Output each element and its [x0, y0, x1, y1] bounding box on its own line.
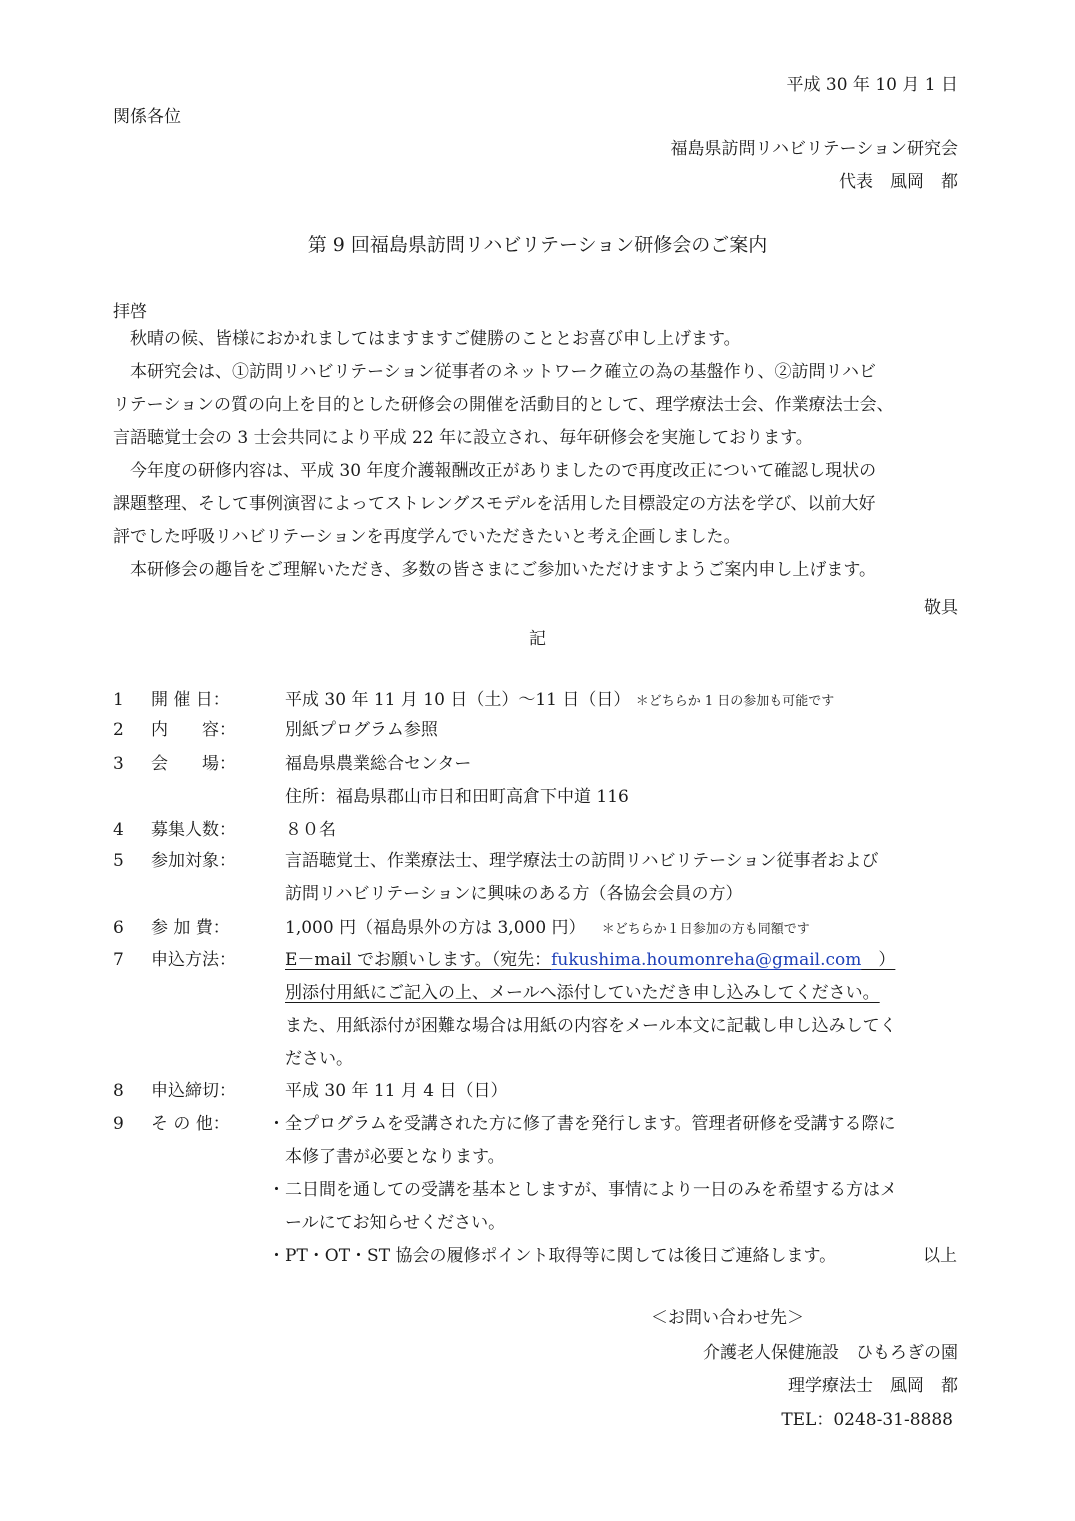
other-bullet-2: ・二日間を通しての受講を基本としますが、事情により一日のみを希望する方はメ	[268, 1180, 897, 1200]
recipient: 関係各位	[113, 107, 181, 127]
target-continued: 訪問リハビリテーションに興味のある方（各協会会員の方）	[285, 884, 743, 904]
contact-facility: 介護老人保健施設 ひもろぎの園	[703, 1343, 958, 1363]
application-line-2: 別添付用紙にご記入の上、メールへ添付していただき申し込みしてください。	[285, 983, 880, 1003]
item-fee: 6 参 加 費： 1,000 円（福島県外の方は 3,000 円） ＊どちらか１日参加の方も同額です	[113, 918, 810, 938]
application-line-4: ださい。	[285, 1049, 353, 1069]
sender-org: 福島県訪問リハビリテーション研究会	[670, 139, 958, 159]
document-title: 第 9 回福島県訪問リハビリテーション研修会のご案内	[307, 234, 768, 256]
fee-note: ＊どちらか１日参加の方も同額です	[601, 922, 810, 937]
body-paragraph-3: 今年度の研修内容は、平成 30 年度介護報酬改正がありましたので再度改正について確認し現状の 課題整理、そして事例演習によってストレングスモデルを活用した目標設定の方法を学び、以前大好 評でした呼吸リハビリテーションを再度学んでいただきたいと考え企画しました。	[113, 461, 877, 547]
other-bullet-1: ・全プログラムを受講された方に修了書を発行します。管理者研修を受講する際に	[268, 1114, 896, 1134]
contact-heading: ＜お問い合わせ先＞	[651, 1308, 804, 1328]
venue-address: 住所：福島県郡山市日和田町高倉下中道 116	[285, 787, 629, 807]
other-bullet-3: ・PT・OT・ST 協会の履修ポイント取得等に関しては後日ご連絡します。	[268, 1246, 837, 1266]
end-mark: 以上	[923, 1246, 957, 1266]
body-paragraph-4: 本研修会の趣旨をご理解いただき、多数の皆さまにご参加いただけますようご案内申し上げます。	[130, 560, 876, 580]
contact-person: 理学療法士 風岡 都	[788, 1376, 958, 1396]
ki-heading: 記	[529, 629, 546, 649]
document-date: 平成 30 年 10 月 1 日	[786, 75, 958, 95]
other-bullet-1-cont: 本修了書が必要となります。	[285, 1147, 505, 1167]
greeting: 拝啓	[113, 302, 147, 322]
application-line-3: また、用紙添付が困難な場合は用紙の内容をメール本文に記載し申し込みしてく	[285, 1016, 897, 1036]
contact-tel: TEL：0248-31-8888	[781, 1410, 953, 1430]
closing: 敬具	[924, 598, 958, 618]
email-link[interactable]: fukushima.houmonreha@gmail.com	[551, 950, 862, 970]
date-note: ＊どちらか 1 日の参加も可能です	[635, 694, 835, 709]
other-bullet-2-cont: ールにてお知らせください。	[285, 1213, 506, 1233]
item-application: 7 申込方法： E－mail でお願いします。（宛先：fukushima.houmonreha@gmail.com ）	[113, 950, 896, 970]
body-paragraph-1: 秋晴の候、皆様におかれましてはますますご健勝のこととお喜び申し上げます。	[130, 329, 741, 349]
body-paragraph-2: 本研究会は、①訪問リハビリテーション従事者のネットワーク確立の為の基盤作り、②訪問リハビ リテーションの質の向上を目的とした研修会の開催を活動目的として、理学療法士会、作業療法士会、 言語聴覚士会の 3 士会共同により平成 22 年に設立され、毎年研修会を実施しております。	[113, 362, 894, 448]
item-date: 1 開 催 日： 平成 30 年 11 月 10 日（土）～11 日（日） ＊どちらか 1 日の参加も可能です	[113, 690, 835, 710]
sender-rep: 代表 風岡 都	[839, 172, 958, 192]
